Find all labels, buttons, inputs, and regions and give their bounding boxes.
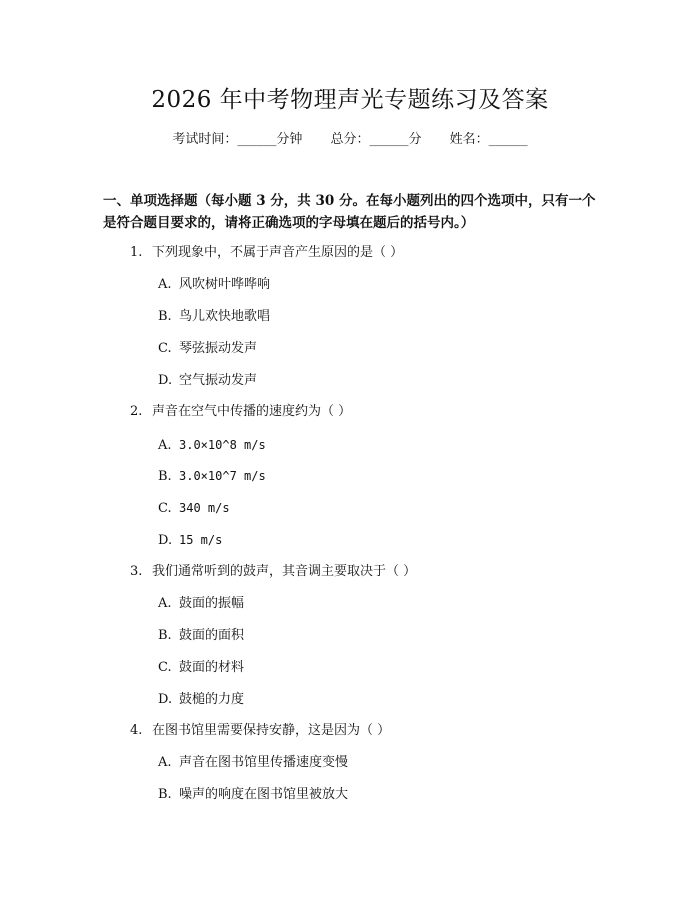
option-label: D. bbox=[158, 533, 173, 548]
option-4b bbox=[158, 786, 348, 804]
option-2b bbox=[158, 467, 266, 486]
option-text: 噪声的响度在图书馆里被放大 bbox=[179, 787, 349, 802]
option-text: 风吹树叶哗哗响 bbox=[179, 277, 271, 292]
question-1 bbox=[130, 244, 403, 262]
option-text: 声音在图书馆里传播速度变慢 bbox=[179, 755, 349, 770]
option-label: A. bbox=[158, 755, 172, 770]
option-1d bbox=[158, 372, 257, 390]
question-number: 1. bbox=[130, 245, 143, 260]
option-1b bbox=[158, 308, 270, 326]
question-3 bbox=[130, 563, 416, 581]
option-2d bbox=[158, 531, 222, 550]
question-text: 下列现象中，不属于声音产生原因的是（ ） bbox=[152, 245, 404, 260]
option-label: A. bbox=[158, 277, 172, 292]
option-label: B. bbox=[158, 309, 172, 324]
option-label: C. bbox=[158, 501, 172, 516]
option-text: 鼓面的材料 bbox=[179, 660, 245, 675]
section-heading: 一、单项选择题（每小题 3 分，共 30 分。在每小题列出的四个选项中，只有一个是符合题目要求的，请将正确选项的字母填在题后的括号内。） bbox=[103, 193, 596, 231]
option-1c bbox=[158, 340, 257, 358]
option-label: B. bbox=[158, 628, 172, 643]
option-4a bbox=[158, 754, 348, 772]
question-2 bbox=[130, 403, 351, 421]
exam-info-line bbox=[0, 130, 700, 150]
document-title: 2026 年中考物理声光专题练习及答案 bbox=[151, 87, 549, 113]
option-3d bbox=[158, 691, 244, 709]
option-3a bbox=[158, 595, 244, 613]
total-score-field: 总分：______分 bbox=[330, 132, 422, 147]
option-text: 鸟儿欢快地歌唱 bbox=[179, 309, 271, 324]
option-3c bbox=[158, 659, 244, 677]
option-label: D. bbox=[158, 692, 173, 707]
option-1a bbox=[158, 276, 270, 294]
option-text: 鼓面的振幅 bbox=[179, 596, 245, 611]
option-label: A. bbox=[158, 596, 172, 611]
option-label: A. bbox=[158, 438, 172, 453]
option-text: 琴弦振动发声 bbox=[179, 341, 258, 356]
option-label: D. bbox=[158, 373, 173, 388]
exam-time-field: 考试时间：______分钟 bbox=[172, 132, 303, 147]
option-2a bbox=[158, 436, 266, 455]
option-label: B. bbox=[158, 469, 172, 484]
option-text: 15 m/s bbox=[179, 533, 223, 547]
question-text: 在图书馆里需要保持安静，这是因为（ ） bbox=[152, 723, 391, 738]
question-number: 3. bbox=[130, 564, 143, 579]
option-2c bbox=[158, 499, 230, 518]
option-text: 空气振动发声 bbox=[179, 373, 258, 388]
option-text: 鼓面的面积 bbox=[179, 628, 245, 643]
question-text: 声音在空气中传播的速度约为（ ） bbox=[152, 404, 352, 419]
option-label: C. bbox=[158, 660, 172, 675]
option-3b bbox=[158, 627, 244, 645]
option-text: 3.0×10^8 m/s bbox=[179, 438, 266, 452]
question-text: 我们通常听到的鼓声，其音调主要取决于（ ） bbox=[152, 564, 417, 579]
option-label: B. bbox=[158, 787, 172, 802]
student-name-field: 姓名：______ bbox=[449, 132, 528, 147]
option-text: 340 m/s bbox=[179, 501, 230, 515]
question-4 bbox=[130, 722, 390, 740]
option-label: C. bbox=[158, 341, 172, 356]
option-text: 鼓槌的力度 bbox=[179, 692, 245, 707]
option-text: 3.0×10^7 m/s bbox=[179, 469, 266, 483]
question-number: 4. bbox=[130, 723, 143, 738]
question-number: 2. bbox=[130, 404, 143, 419]
